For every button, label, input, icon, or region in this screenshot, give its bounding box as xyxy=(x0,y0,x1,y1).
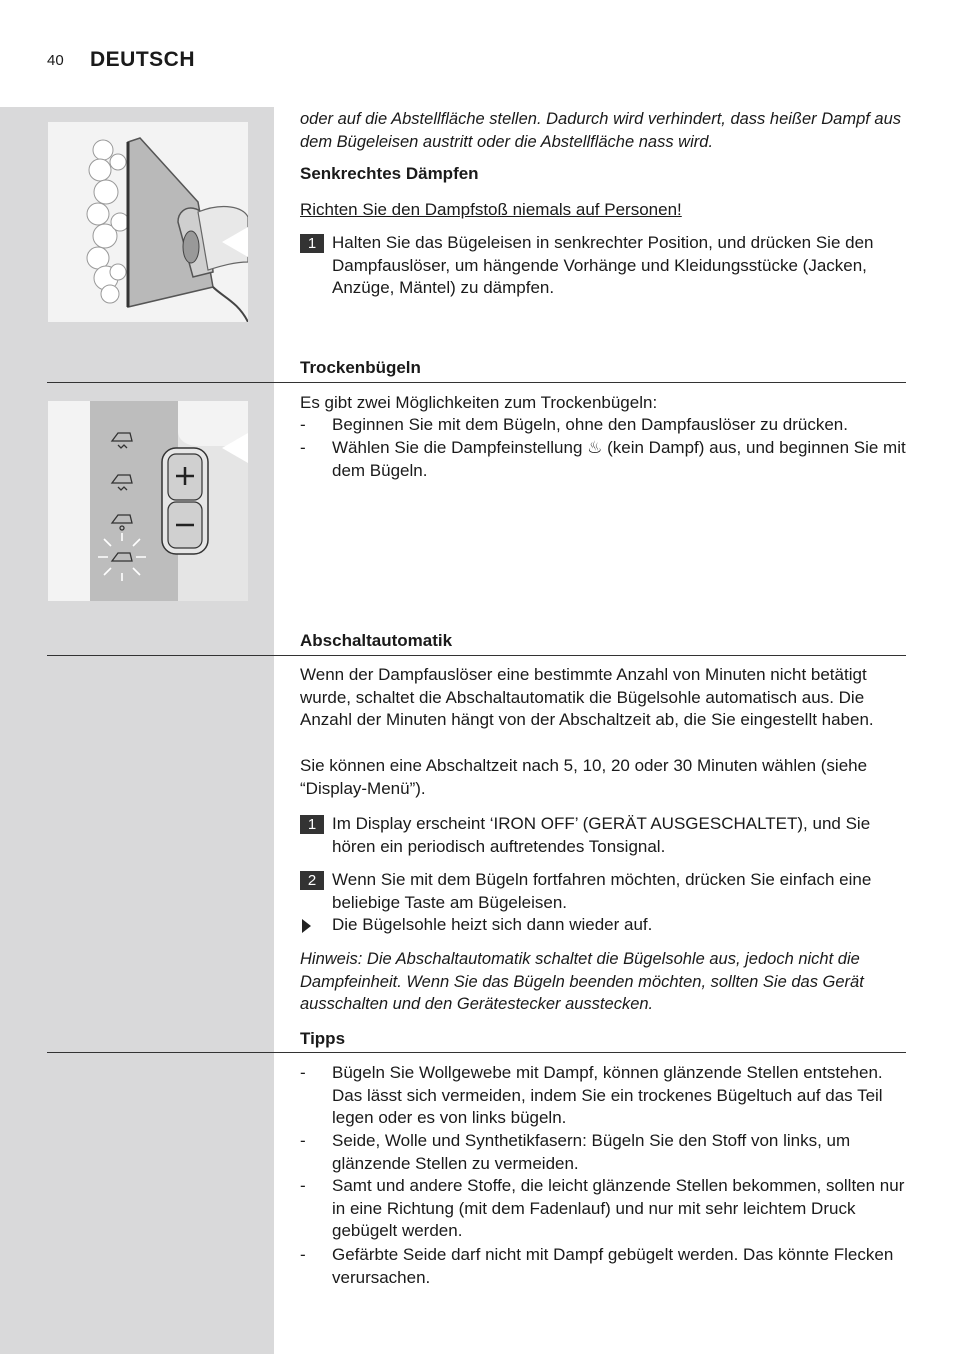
section-divider xyxy=(47,655,906,656)
iron-vertical-steam-icon xyxy=(48,122,248,322)
tip-item-2: - Seide, Wolle und Synthetikfasern: Bügeln Sie den Stoff von links, um glänzende Stellen zu vermeiden. xyxy=(300,1131,851,1173)
vertical-steam-step-1 xyxy=(300,232,906,300)
result-text: Die Bügelsohle heizt sich dann wieder auf. xyxy=(332,915,653,934)
tip-item-4: - Gefärbte Seide darf nicht mit Dampf gebügelt werden. Das könnte Flecken verursachen. xyxy=(300,1245,894,1287)
dry-ironing-heading: Trockenbügeln xyxy=(300,358,421,377)
tips-heading: Tipps xyxy=(300,1029,346,1048)
dry-ironing-intro: Es gibt zwei Möglichkeiten zum Trockenbügeln: xyxy=(300,393,658,412)
step-number: 1 xyxy=(300,234,324,253)
auto-off-step-1 xyxy=(300,813,906,858)
step-number: 2 xyxy=(300,871,324,890)
auto-off-paragraph-2: Sie können eine Abschaltzeit nach 5, 10, 20 oder 30 Minuten wählen (siehe “Display-Menü”). xyxy=(300,756,868,798)
vertical-steam-warning: Richten Sie den Dampfstoß niemals auf Personen! xyxy=(300,200,682,219)
vertical-steam-illustration xyxy=(48,122,248,322)
pointer-arrow xyxy=(222,433,248,463)
vertical-steam-heading: Senkrechtes Dämpfen xyxy=(300,164,479,183)
intro-note: oder auf die Abstellfläche stellen. Dadurch wird verhindert, dass heißer Dampf aus dem Bügeleisen austritt oder die Abstellfläche nass wird. xyxy=(300,110,902,151)
dry-ironing-item-2: - Wählen Sie die Dampfeinstellung ♨ (kein Dampf) aus, und beginnen Sie mit dem Bügeln. xyxy=(300,438,906,480)
tip-item-1: - Bügeln Sie Wollgewebe mit Dampf, können glänzende Stellen entstehen. Das lässt sich vermeiden, indem Sie ein trockenes Bügeltuch auf das Teil legen oder es von links bügeln. xyxy=(300,1063,883,1127)
language-heading: DEUTSCH xyxy=(90,48,196,71)
step-text: Wenn Sie mit dem Bügeln fortfahren möchten, drücken Sie einfach eine beliebige Taste am Bügeleisen. xyxy=(332,870,872,912)
auto-off-paragraph-1: Wenn der Dampfauslöser eine bestimmte Anzahl von Minuten nicht betätigt wurde, schaltet die Abschaltautomatik die Bügelsohle automatisch aus. Die Anzahl der Minuten hängt von der Abschaltzeit ab, die Sie eingestellt haben. xyxy=(300,665,874,729)
section-divider xyxy=(47,382,906,383)
step-text: Halten Sie das Bügeleisen in senkrechter Position, und drücken Sie den Dampfauslöser, um hängende Vorhänge und Kleidungsstücke (Jacken, Anzüge, Mäntel) zu dämpfen. xyxy=(332,233,874,297)
result-arrow-icon xyxy=(302,919,311,933)
steam-setting-illustration xyxy=(48,401,248,601)
steam-control-panel-icon xyxy=(48,401,248,601)
pointer-arrow xyxy=(222,227,248,257)
section-divider xyxy=(47,1052,906,1053)
auto-off-step-2 xyxy=(300,869,906,914)
auto-off-note: Hinweis: Die Abschaltautomatik schaltet die Bügelsohle aus, jedoch nicht die Dampfeinheit. Wenn Sie das Bügeln beenden möchten, sollten Sie das Gerät ausschalten und den Gerätestecker ausstecken. xyxy=(300,950,864,1013)
page-number: 40 xyxy=(47,52,64,69)
step-text: Im Display erscheint ‘IRON OFF’ (GERÄT AUSGESCHALTET), und Sie hören ein periodisch auftretendes Tonsignal. xyxy=(332,814,871,856)
tip-item-3: - Samt und andere Stoffe, die leicht glänzende Stellen bekommen, sollten nur in eine Richtung (mit dem Fadenlauf) und nur mit sehr leichtem Druck gebügelt werden. xyxy=(300,1176,905,1240)
auto-off-heading: Abschaltautomatik xyxy=(300,631,453,650)
step-number: 1 xyxy=(300,815,324,834)
auto-off-result xyxy=(300,914,906,937)
dry-ironing-item-1: - Beginnen Sie mit dem Bügeln, ohne den Dampfauslöser zu drücken. xyxy=(300,415,848,434)
